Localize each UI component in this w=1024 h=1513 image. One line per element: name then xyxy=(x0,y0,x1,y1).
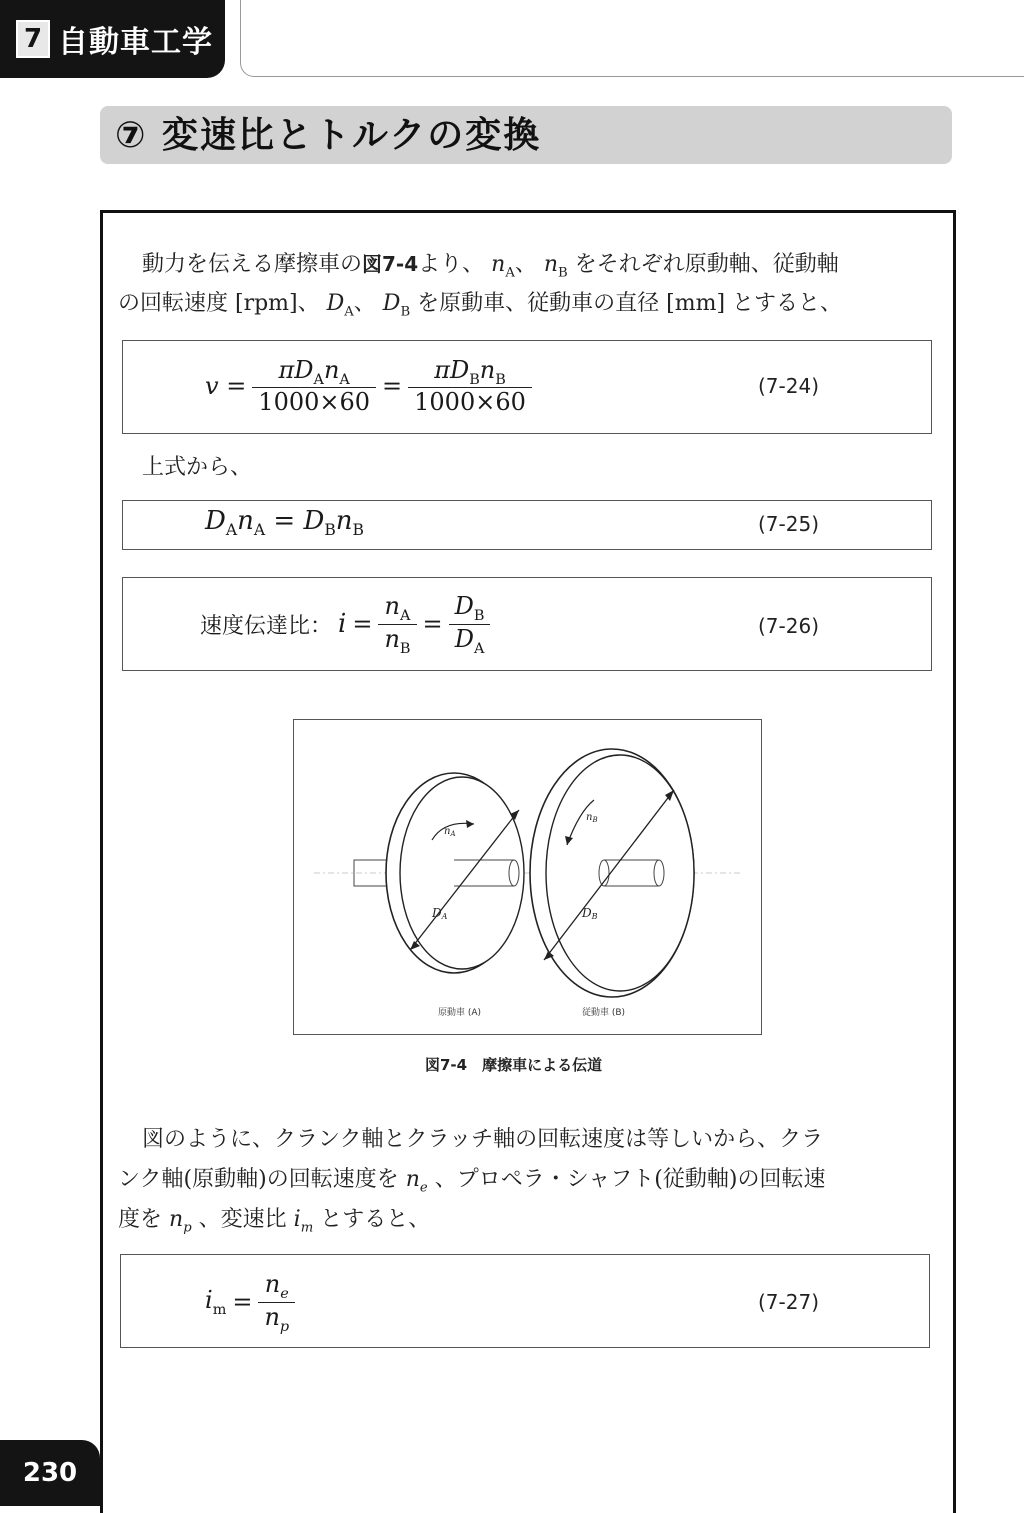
para2-line-3 xyxy=(118,1200,938,1248)
para-text: とすると、 xyxy=(320,1207,431,1232)
symbol-DA: $D_A$ xyxy=(326,291,354,320)
chapter-title: 自動車工学 xyxy=(58,25,213,60)
header-rule xyxy=(240,0,1024,77)
equation-number: (7-26) xyxy=(758,614,819,638)
fraction: $\frac{\pi D_An_A}{1000\times 60}$ xyxy=(252,356,376,417)
para-text: 、変速比 xyxy=(198,1207,287,1232)
intro-text: より、 xyxy=(418,252,485,277)
fraction: $\frac{n_A}{n_B}$ xyxy=(378,592,416,657)
symbol-nB: $n_B$ xyxy=(543,252,568,281)
intro-text: を原動車、従動車の直径 [mm] とすると、 xyxy=(417,291,843,316)
symbol-ne: $n_e$ xyxy=(405,1167,428,1196)
equation-number: (7-24) xyxy=(758,374,819,398)
svg-text:nB: $n_B$ xyxy=(586,812,598,824)
equation-7-24: v = $\frac{\pi D_An_A}{1000\times 60}$ = $\frac{\pi D_Bn_B}{1000\times 60}$ xyxy=(205,346,532,426)
intro-text: の回転速度 [rpm]、 xyxy=(118,291,320,316)
intro-text: 動力を伝える摩擦車の xyxy=(142,252,363,277)
intro-line-2: の回転速度 [rpm]、 $D_A$、 $D_B$ を原動車、従動車の直径 [mm] とすると、 xyxy=(118,291,843,320)
para-text: 度を xyxy=(118,1207,163,1232)
chapter-tab xyxy=(0,0,225,78)
symbol-im: $i_m$ xyxy=(293,1207,314,1236)
equation-number: (7-27) xyxy=(758,1290,819,1314)
mid-text: 上式から、 xyxy=(142,455,253,480)
eq-label: 速度伝達比： xyxy=(200,613,333,639)
equation-number: (7-25) xyxy=(758,512,819,536)
para2-line-1: 図のように、クランク軸とクラッチ軸の回転速度は等しいから、クラ xyxy=(142,1127,824,1152)
svg-text:nA: $n_A$ xyxy=(444,826,456,838)
driven-wheel-label: 従動車 (B) xyxy=(582,1008,626,1018)
equation-7-26: 速度伝達比： i = $\frac{n_A}{n_B}$ = $\frac{D_B}{D_A}$ xyxy=(200,582,490,666)
equation-7-25: $D_An_A = D_Bn_B$ xyxy=(205,506,365,540)
page-number: 230 xyxy=(0,1440,100,1506)
figure-caption: 図7-4 摩擦車による伝道 xyxy=(425,1056,603,1074)
figure-7-4 xyxy=(293,719,762,1035)
fraction: $\frac{\pi D_Bn_B}{1000\times 60}$ xyxy=(408,356,532,417)
intro-text: をそれぞれ原動軸、従動軸 xyxy=(574,252,839,277)
denominator: 1000×60 xyxy=(252,387,376,416)
driver-wheel-label: 原動車 (A) xyxy=(438,1008,482,1018)
equation-7-27: $i_m$ = $\frac{n_e}{n_p}$ xyxy=(205,1260,295,1344)
eq-lhs: v = xyxy=(205,372,247,400)
para-text: 、プロペラ・シャフト(従動軸)の回転速 xyxy=(434,1167,826,1192)
svg-text:DB: DB xyxy=(582,906,598,921)
symbol-nA: $n_A$ xyxy=(491,252,515,281)
symbol-np: $n_p$ xyxy=(169,1207,192,1236)
chapter-number: 7 xyxy=(16,20,50,58)
figure-reference: 図7-4 xyxy=(362,252,419,276)
section-title: ⑦ 変速比とトルクの変換 xyxy=(115,115,542,156)
friction-wheels-illustration xyxy=(294,720,761,1034)
fraction: $\frac{D_B}{D_A}$ xyxy=(449,592,491,657)
symbol-DB: $D_B$ xyxy=(382,291,411,320)
denominator: 1000×60 xyxy=(408,387,532,416)
intro-line-1: 動力を伝える摩擦車の図7-4より、 $n_A$、 $n_B$ をそれぞれ原動軸、従動軸 xyxy=(142,252,839,281)
fraction: $\frac{n_e}{n_p}$ xyxy=(258,1270,295,1335)
svg-text:DA: DA xyxy=(432,906,448,921)
para-text: ンク軸(原動軸)の回転速度を xyxy=(118,1167,399,1192)
